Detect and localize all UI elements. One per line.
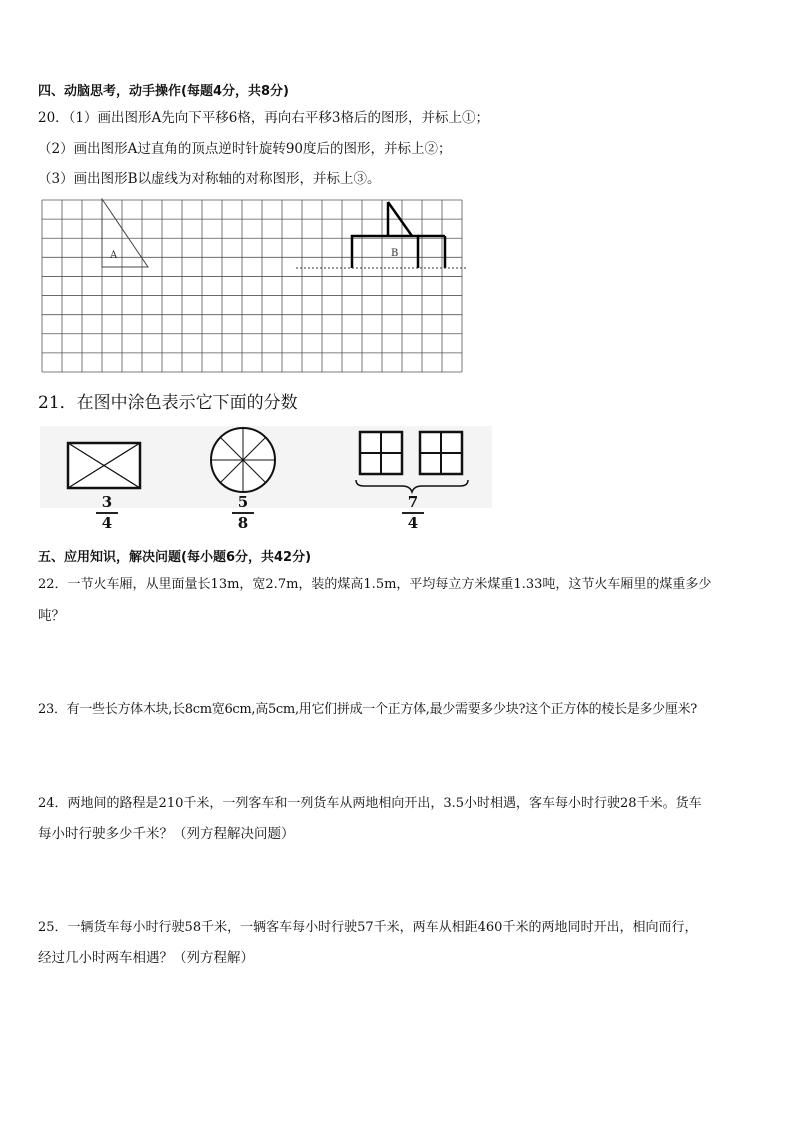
grid-lines: [42, 200, 462, 372]
q20-part2: （2）画出图形A过直角的顶点逆时针旋转90度后的图形，并标上②；: [38, 141, 452, 157]
q20-part3: （3）画出图形B以虚线为对称轴的对称图形，并标上③。: [38, 171, 381, 187]
q25-line2: 经过几小时两车相遇？（列方程解）: [38, 950, 254, 966]
q23-line1: 23．有一些长方体木块,长8cm宽6cm,高5cm,用它们拼成一个正方体,最少需要多少块?这个正方体的棱长是多少厘米?: [38, 702, 697, 717]
section4-heading: 四、动脑思考，动手操作(每题4分，共8分): [38, 84, 289, 99]
section5-heading: 五、应用知识，解决问题(每小题6分，共42分): [38, 550, 312, 565]
q22-line2: 吨？: [38, 608, 65, 624]
shape-a-label: A: [110, 250, 118, 261]
rectangle-figure: [68, 443, 140, 488]
fraction-3-4: 3 4: [92, 494, 122, 532]
q21-question: 21．在图中涂色表示它下面的分数: [38, 393, 298, 413]
shape-a-triangle: [102, 199, 148, 267]
q25-line1: 25．一辆货车每小时行驶58千米，一辆客车每小时行驶57千米，两车从相距460千米的两地同时开出，相向而行，: [38, 920, 698, 935]
q20-part1: 20．（1）画出图形A先向下平移6格，再向右平移3格后的图形，并标上①；: [38, 110, 489, 126]
q24-line1: 24．两地间的路程是210千米，一列客车和一列货车从两地相向开出，3.5小时相遇，客车每小时行驶28千米。货车: [38, 796, 702, 811]
q22-line1: 22．一节火车厢，从里面量长13m，宽2.7m，装的煤高1.5m，平均每立方米煤重1.33吨，这节火车厢里的煤重多少: [38, 577, 712, 592]
shape-b-label: B: [391, 248, 399, 259]
q20-grid-figure: [40, 198, 466, 374]
circle-figure: [211, 428, 275, 492]
fraction-5-8: 5 8: [228, 494, 258, 532]
fraction-7-4: 7 4: [398, 494, 428, 532]
q24-line2: 每小时行驶多少千米？（列方程解决问题）: [38, 826, 295, 842]
